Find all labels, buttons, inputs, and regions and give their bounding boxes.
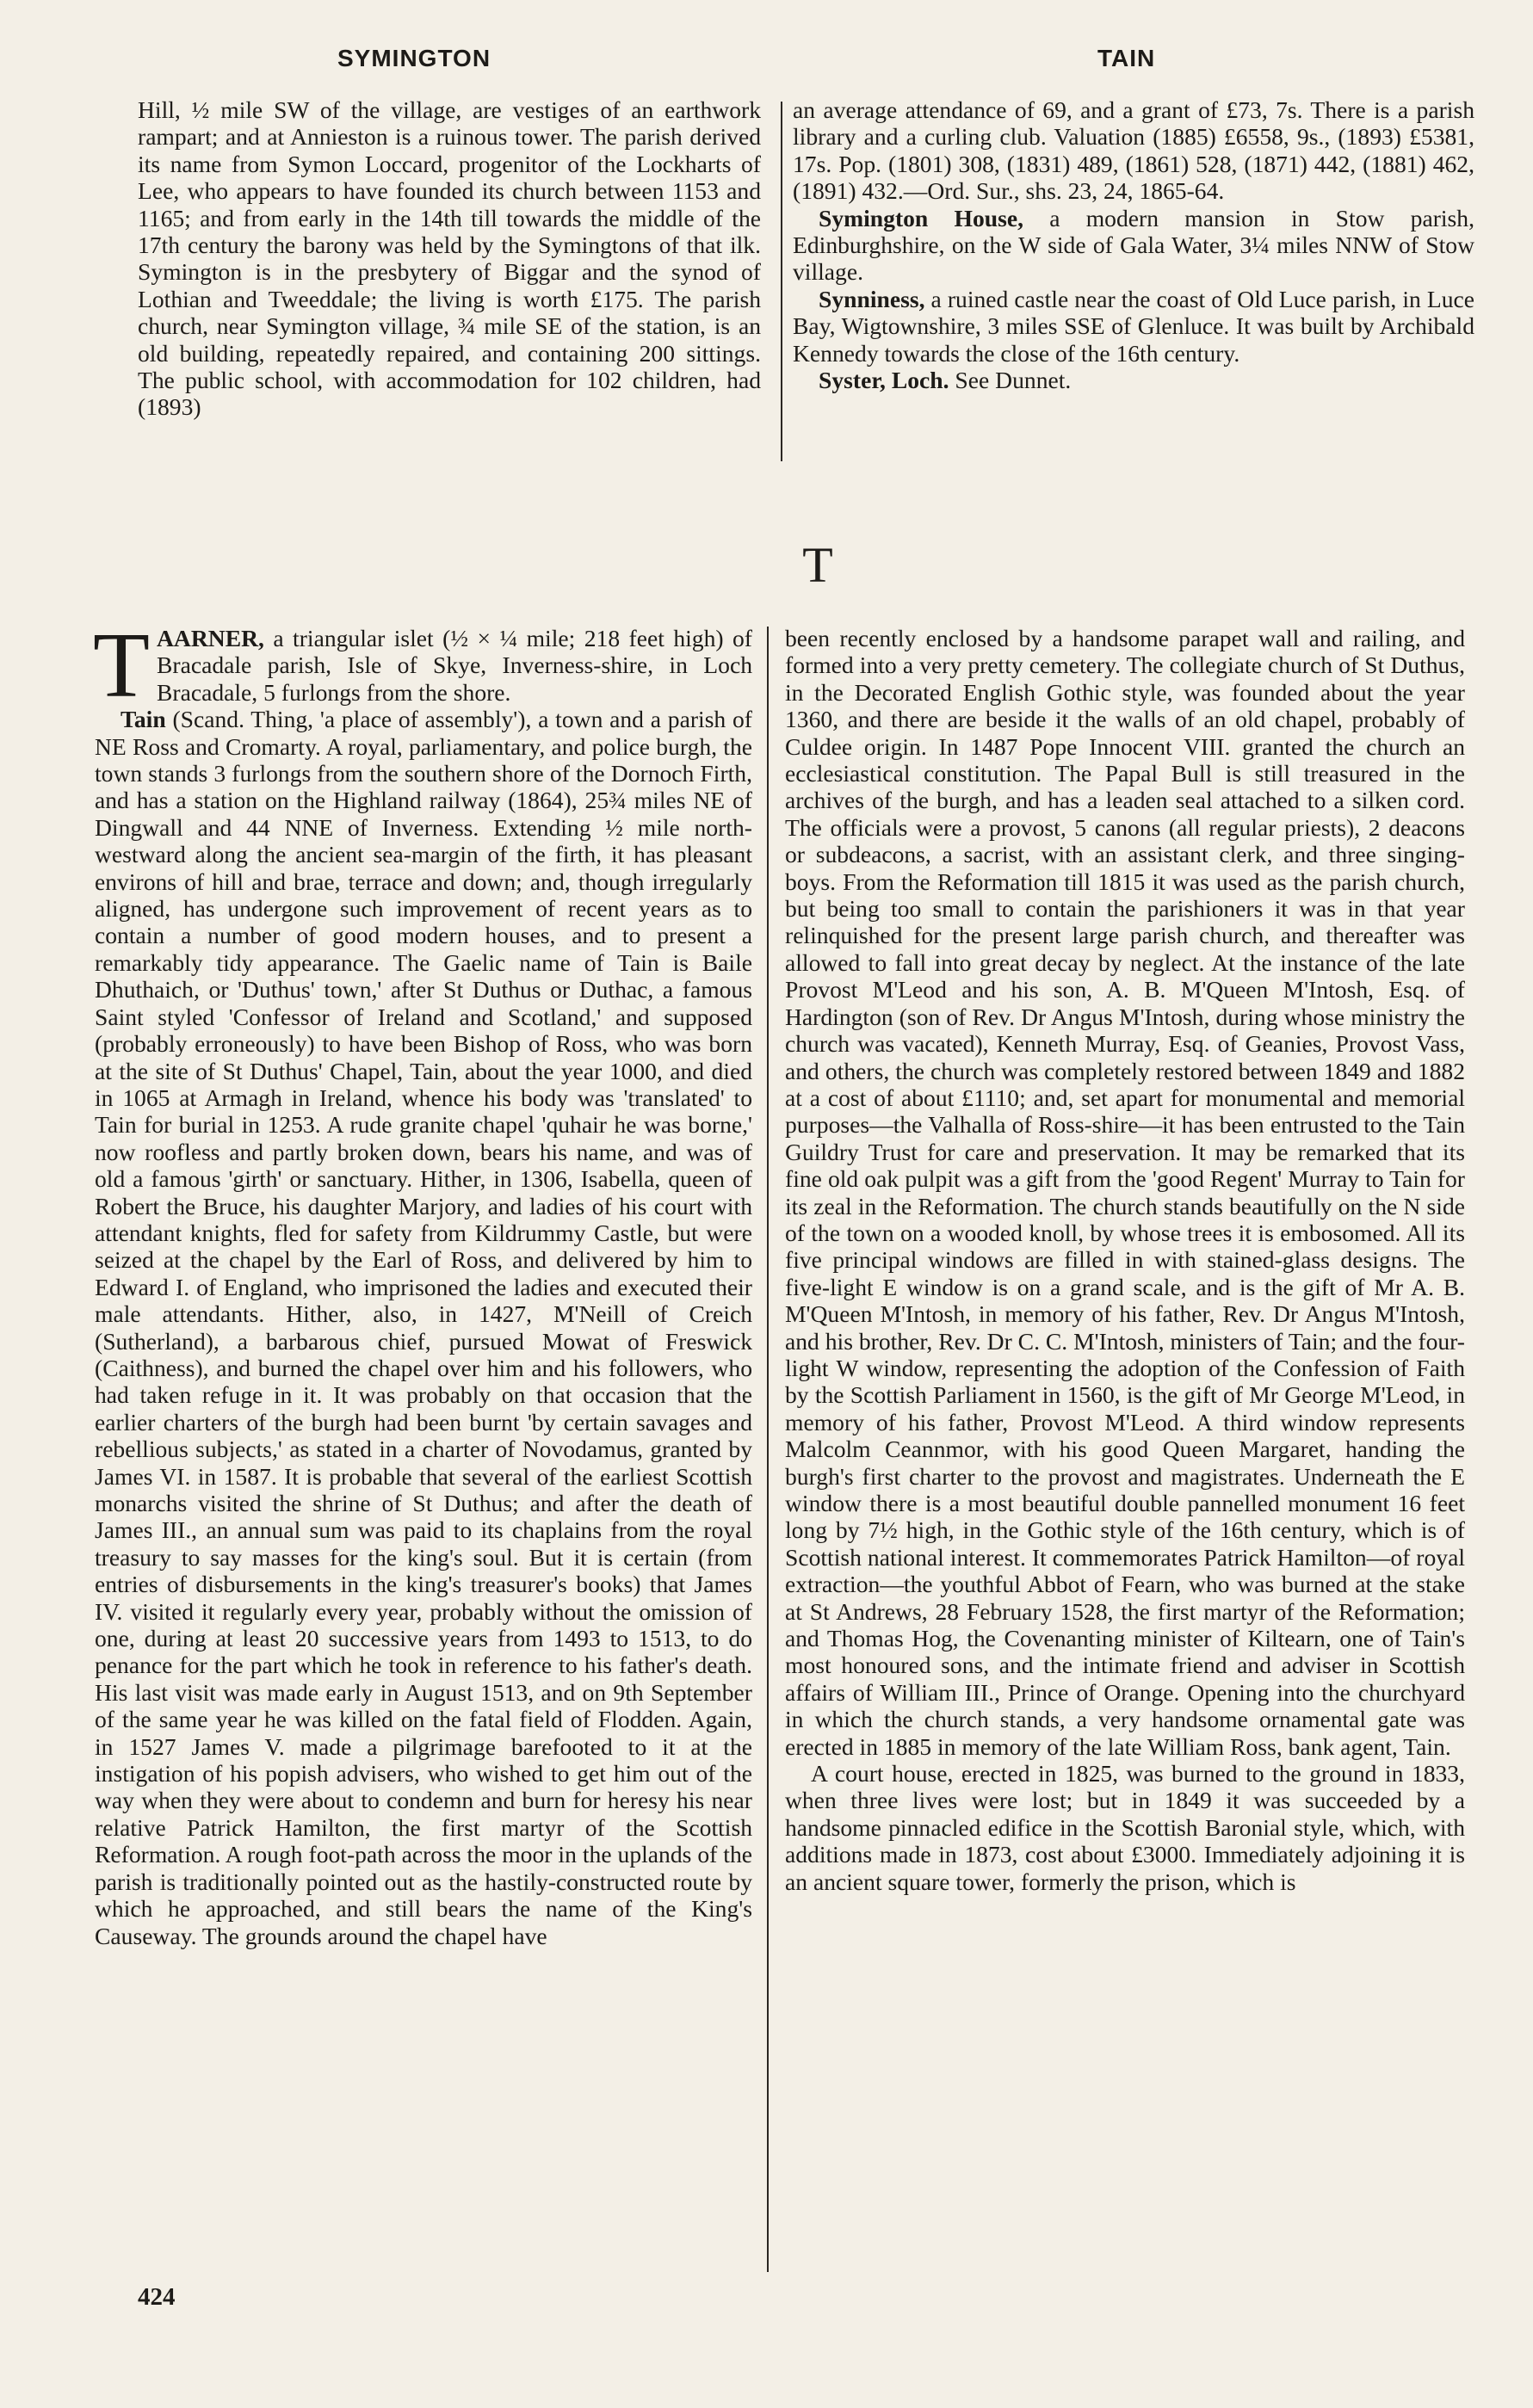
entry-heading: Syster, Loch. [819, 367, 949, 394]
entry-syster-loch: Syster, Loch. See Dunnet. [819, 367, 1072, 394]
page-number: 424 [138, 2283, 176, 2311]
section-letter: T [802, 537, 833, 593]
entry-heading: Symington House, [819, 204, 1023, 232]
tain-church-paragraph: been recently enclosed by a handsome parapet wall and railing, and formed into a very pretty cemetery. The collegiate church of St Duthus, in the Decorated English Gothic style, was founded about the year 1360, and there are beside it the walls of an old chapel, probably of Culdee origin. In 1487 Pope Innocent VIII. granted the church an ecclesiastical constitution. The Papal Bull is still treasured in the archives of the burgh, and has a leaden seal attached to a silken cord. The officials were a provost, 5 canons (all regular priests), 2 deacons or subdeacons, a sacrist, with an assistant clerk, and three singing-boys. From the Reformation till 1815 it was used as the parish church, but being too small to contain the parishioners it was in that year relinquished for the present large parish church, and thereafter was allowed to fall into great decay by neglect. At the instance of the late Provost M'Leod and his son, A. B. M'Queen M'Intosh, Esq. of Hardington (son of Rev. Dr Angus M'Intosh, during whose ministry the church was vacated), Kenneth Murray, Esq. of Geanies, Provost Vass, and others, the church was completely restored between 1849 and 1882 at a cost of about £1110; and, set apart for monumental and memorial purposes—the Valhalla of Ross-shire—it has been entrusted to the Tain Guildry Trust for care and preservation. It may be remarked that its fine old oak pulpit was a gift from the 'good Regent' Murray to Tain for its zeal in the Reformation. The church stands beautifully on the N side of the town on a wooded knoll, by whose trees it is embosomed. All its five principal windows are filled in with stained-glass designs. The five-light E window is on a grand scale, and is the gift of Mr A. B. M'Queen M'Intosh, in memory of his father, Rev. Dr Angus M'Intosh, and his brother, Rev. Dr C. C. M'Intosh, ministers of Tain; and the four-light W window, representing the adoption of the Confession of Faith by the Scottish Parliament in 1560, is the gift of Mr George M'Leod, in memory of his father, Provost M'Leod. A third window represents Malcolm Ceannmor, with his good Queen Margaret, handing the burgh's first charter to the provost and magistrates. Underneath the E window there is a most beautiful double pannelled monument 16 feet long by 7½ high, in the Gothic style of the 16th century, which is of Scottish national interest. It commemorates Patrick Hamilton—of royal extraction—the youthful Abbot of Fearn, who was burned at the stake at St Andrews, 28 February 1528, the first martyr of the Reformation; and Thomas Hog, the Covenanting minister of Kiltearn, one of Tain's most honoured sons, and the intimate friend and adviser in Scottish affairs of William III., Prince of Orange. Opening into the churchyard in which the church stands, a very handsome ornamental gate was erected in 1885 in memory of the late William Ross, bank agent, Tain. [785, 625, 1465, 1760]
entry-heading: AARNER, [156, 625, 264, 651]
entry-tain: Tain (Scand. Thing, 'a place of assembly'), a town and a parish of NE Ross and Cromarty. A royal, parliamentary, and police burgh, the town stands 3 furlongs from the southern shore of the Dornoch Firth, and has a station on the Highland railway (1864), 25¾ miles NE of Dingwall and 44 NNE of Inverness. Extending ½ mile north-westward along the ancient sea-margin of the firth, it has pleasant environs of hill and brae, terrace and down; and, though irregularly aligned, has undergone such improvement of recent years as to contain a number of good modern houses, and to present a remarkably tidy appearance. The Gaelic name of Tain is Baile Dhuthaich, or 'Duthus' town,' after St Duthus or Duthac, a famous Saint styled 'Confessor of Ireland and Scotland,' and supposed (probably erroneously) to have been Bishop of Ross, who was born at the site of St Duthus' Chapel, Tain, about the year 1000, and died in 1065 at Armagh in Ireland, whence his body was 'translated' to Tain for burial in 1253. A rude granite chapel 'quhair he was borne,' now roofless and partly broken down, bears his name, and was of old a famous 'girth' or sanctuary. Hither, in 1306, Isabella, queen of Robert the Bruce, his daughter Marjory, and ladies of his court with attendant knights, fled for safety from Kildrummy Castle, but were seized at the chapel by the Earl of Ross, and delivered by him to Edward I. of England, who imprisoned the ladies and executed their male attendants. Hither, also, in 1427, M'Neill of Creich (Sutherland), a barbarous chief, pursued Mowat of Freswick (Caithness), and burned the chapel over him and his followers, who had taken refuge in it. It was probably on that occasion that the earlier charters of the burgh had been burnt 'by certain savages and rebellious subjects,' as stated in a charter of Novodamus, granted by James VI. in 1587. It is probable that several of the earliest Scottish monarchs visited the shrine of St Duthus; and after the death of James III., an annual sum was paid to its chaplains from the royal treasury to say masses for the king's soul. But it is certain (from entries of disbursements in the king's treasurer's books) that James IV. visited it regularly every year, probably without the omission of one, during at least 20 successive years from 1493 to 1513, to do penance for the part which he took in reference to his father's death. His last visit was made early in August 1513, and on 9th September of the same year he was killed on the fatal field of Flodden. Again, in 1527 James V. made a pilgrimage barefooted to it at the instigation of his popish advisers, who wished to get him out of the way when they were about to condemn and burn for heresy his near relative Patrick Hamilton, the first martyr of the Scottish Reformation. A rough foot-path across the moor in the uplands of the parish is traditionally pointed out as the hastily-constructed route by which he approached, and still bears the name of the King's Causeway. The grounds around the chapel have [95, 706, 752, 1949]
entry-taarner: TAARNER, a triangular islet (½ × ¼ mile; 218 feet high) of Bracadale parish, Isle of Skye, Inverness-shire, in Loch Bracadale, 5 furlongs from the shore. [93, 614, 752, 717]
main-right-column [785, 625, 1465, 1895]
entry-synniness: Synniness, a ruined castle near the coast of Old Luce parish, in Luce Bay, Wigtownshire, 3 miles SSE of Glenluce. It was built by Archibald Kennedy towards the close of the 16th century. [793, 285, 1474, 367]
main-left-column [93, 614, 752, 1949]
entry-heading: Tain [121, 706, 166, 733]
tain-court-house-paragraph: A court house, erected in 1825, was burned to the ground in 1833, when three lives were lost; but in 1849 it was succeeded by a handsome pinnacled edifice in the Scottish Baronial style, which, with additions made in 1873, cost about £3000. Immediately adjoining it is an ancient square tower, formerly the prison, which is [785, 1760, 1465, 1895]
column-divider-main [767, 627, 769, 2272]
running-header-left: SYMINGTON [337, 45, 491, 71]
symington-population: an average attendance of 69, and a grant of £73, 7s. There is a parish library and a curling club. Valuation (1885) £6558, 9s., (1893) £5381, 17s. Pop. (1801) 308, (1831) 489, (1861) 528, (1871) 442, (1881) 462, (1891) 432.—Ord. Sur., shs. 23, 24, 1865-64. [793, 96, 1474, 205]
entry-symington-house: Symington House, a modern mansion in Stow parish, Edinburghshire, on the W side of Gala Water, 3¼ miles NNW of Stow village. [793, 204, 1474, 286]
top-left-column [138, 96, 761, 421]
running-header-right: TAIN [1097, 45, 1156, 71]
column-divider-top [781, 102, 782, 461]
drop-cap: T [93, 614, 150, 717]
top-right-column [793, 96, 1474, 393]
entry-heading: Synniness, [819, 285, 925, 312]
symington-continuation: Hill, ½ mile SW of the village, are vestiges of an earthwork rampart; and at Annieston is a ruinous tower. The parish derived its name from Symon Loccard, progenitor of the Lockharts of Lee, who appears to have founded its church between 1153 and 1165; and from early in the 14th till towards the middle of the 17th century the barony was held by the Symingtons of that ilk. Symington is in the presbytery of Biggar and the synod of Lothian and Tweeddale; the living is worth £175. The parish church, near Symington village, ¾ mile SE of the station, is an old building, repeatedly repaired, and containing 200 sittings. The public school, with accommodation for 102 children, had (1893) [138, 96, 761, 421]
